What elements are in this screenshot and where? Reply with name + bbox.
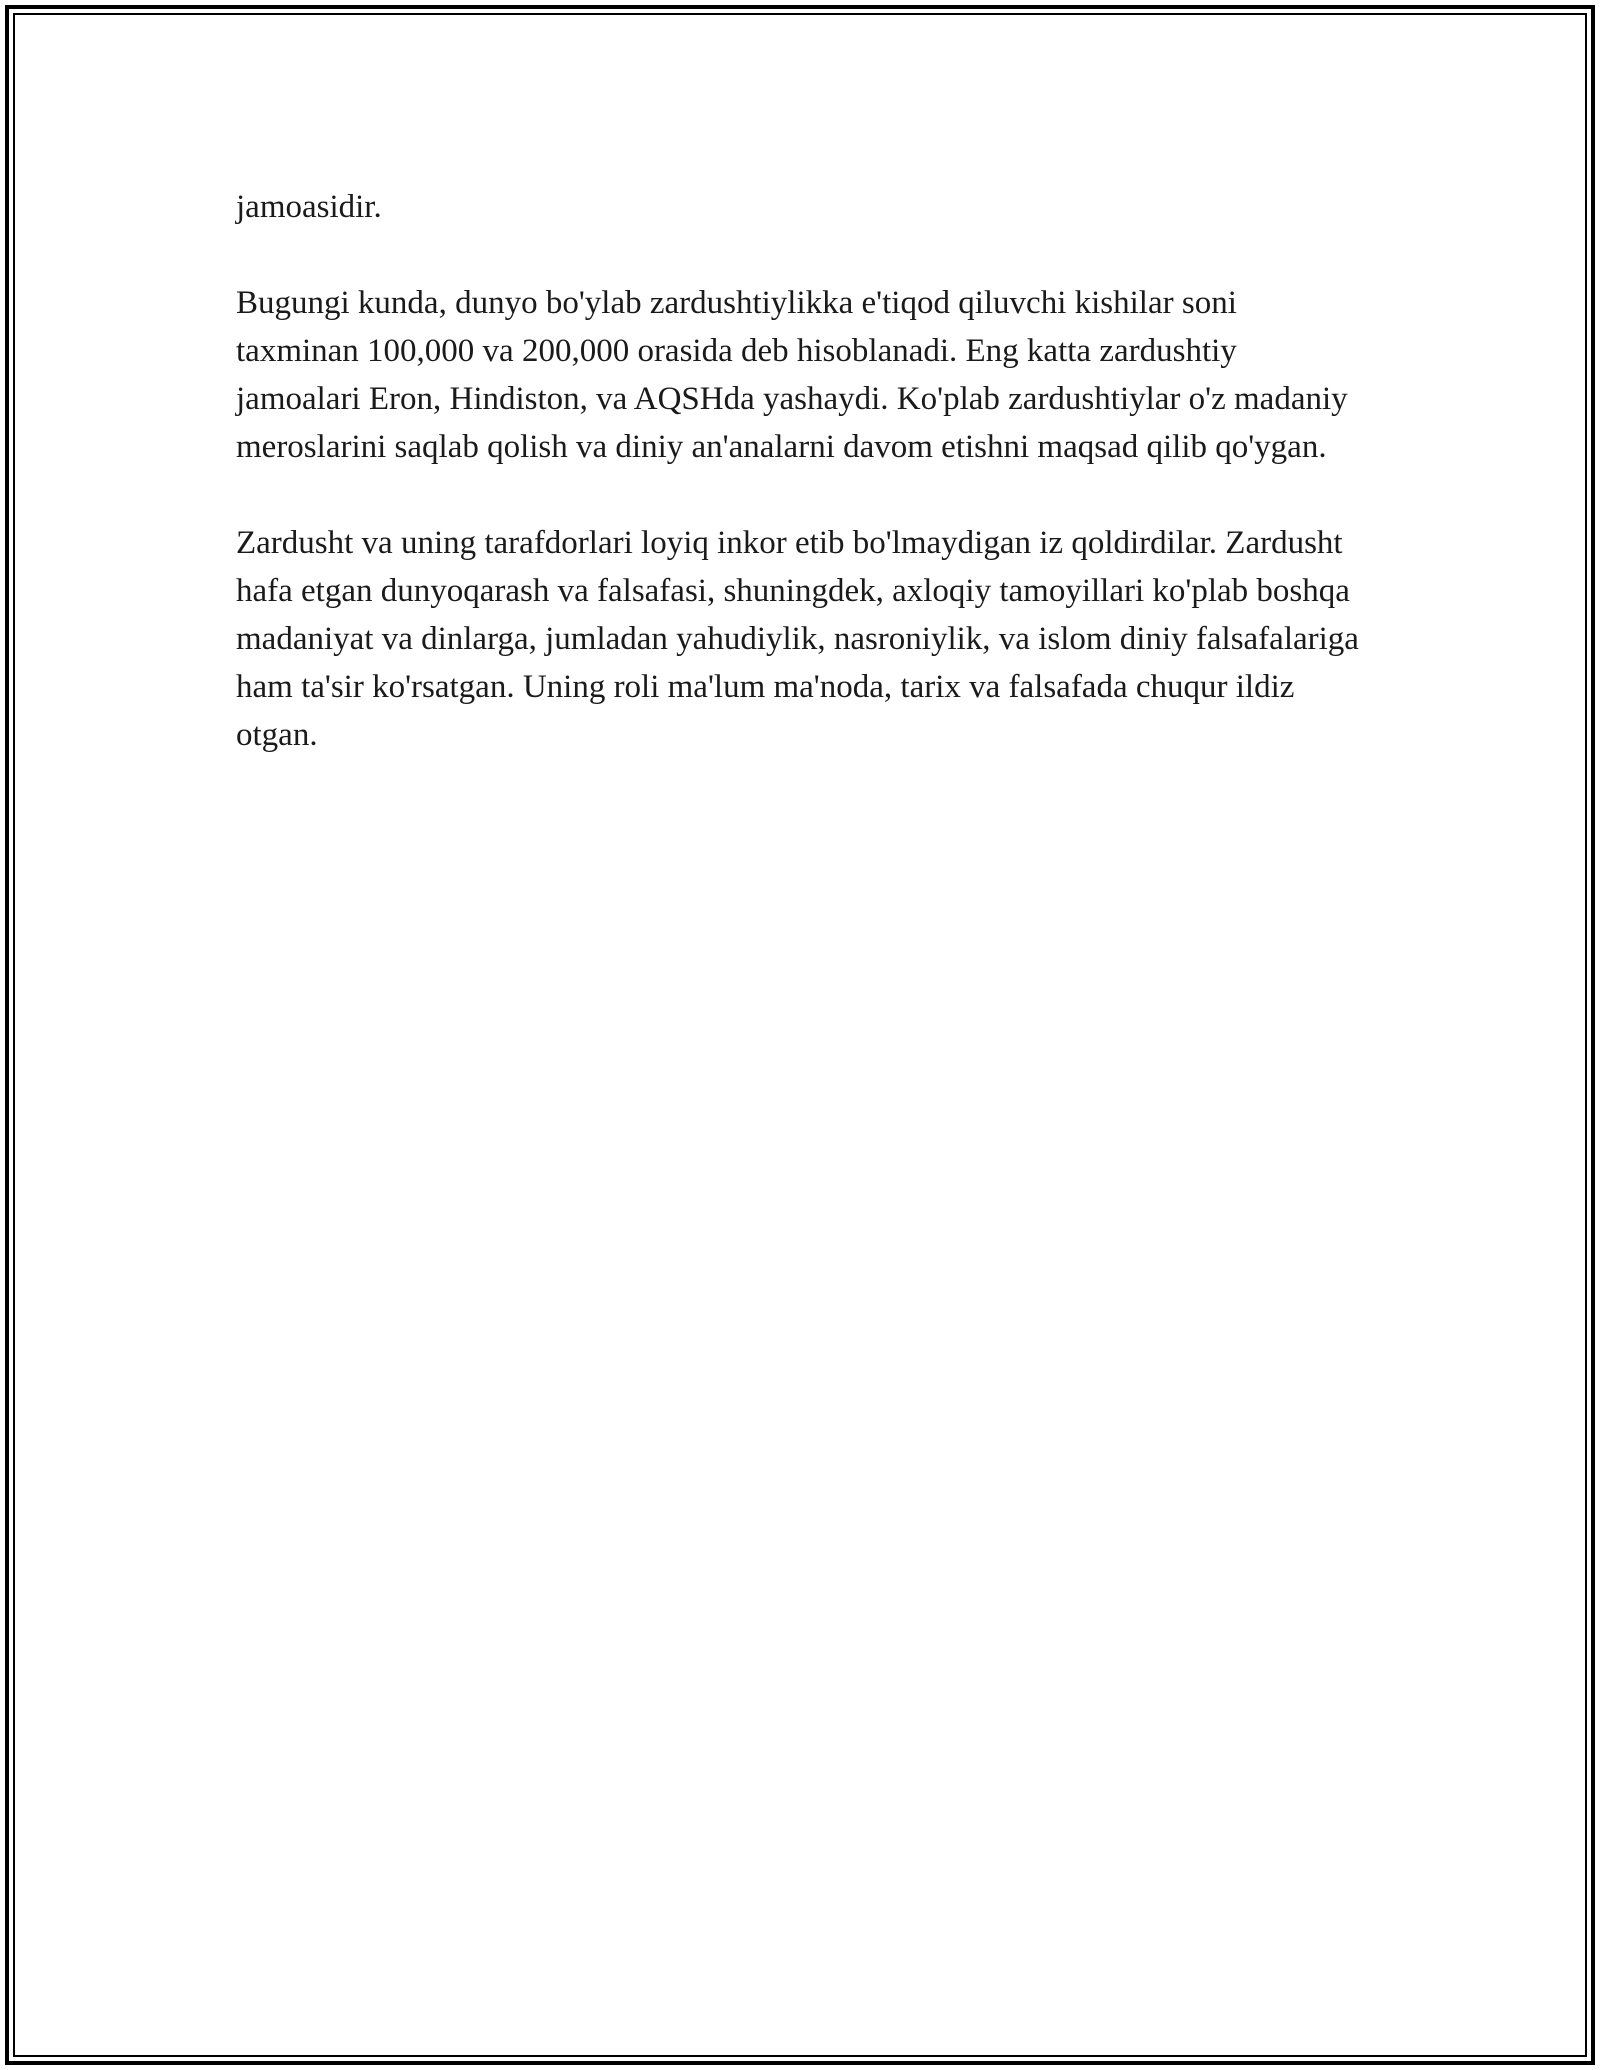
paragraph-legacy: Zardusht va uning tarafdorlari loyiq inkor etib bo'lmaydigan iz qoldirdilar. Zardusht hafa etgan dunyoqarash va falsafasi, shuningdek, axloqiy tamoyillari ko'plab boshqa madaniyat va dinlarga, jumladan yahudiylik, nasroniylik, va islom diniy falsafalariga ham ta'sir ko'rsatgan. Uning roli ma'lum ma'noda, tarix va falsafada chuqur ildiz otgan.	[236, 525, 1359, 753]
paragraph-followers-count: Bugungi kunda, dunyo bo'ylab zardushtiylikka e'tiqod qiluvchi kishilar soni taxminan 100,000 va 200,000 orasida deb hisoblanadi. Eng katta zardushtiy jamoalari Eron, Hindiston, va AQSHda yashaydi. Ko'plab zardushtiylar o'z madaniy meroslarini saqlab qolish va diniy an'analarni davom etishni maqsad qilib qo'ygan.	[236, 285, 1348, 465]
paragraph-continuation: jamoasidir.	[236, 189, 382, 225]
document-body	[236, 183, 1366, 807]
